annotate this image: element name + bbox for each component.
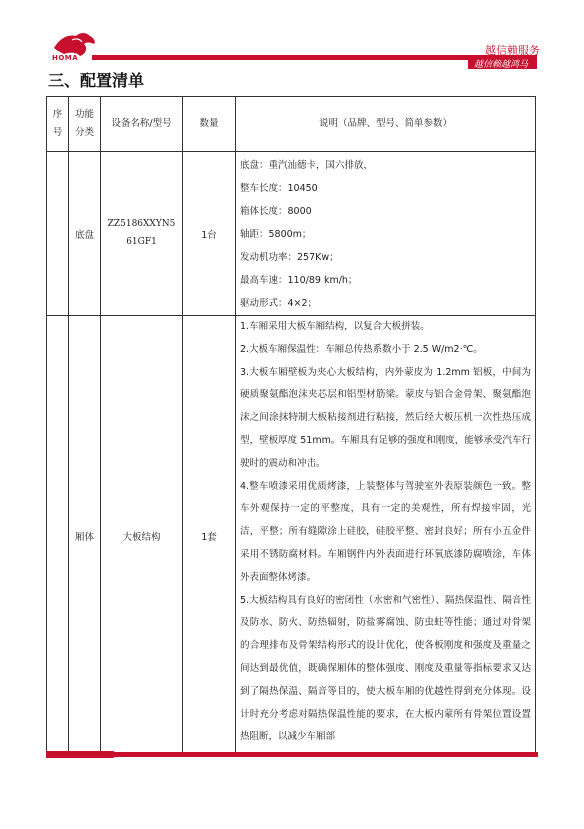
row-category: 厢体: [69, 316, 101, 756]
desc-paragraph: 5.大板结构具有良好的密闭性（水密和气密性）、隔热保温性、隔音性及防水、防火、防热辐射，防盐雾腐蚀、防虫蛀等性能；通过对骨架的合理排布及骨架结构形式的设计优化，使各板刚度和强度及重量之间达到最优值，既确保厢体的整体强度、刚度及重量等指标要求又达到了隔热保温、隔音等目的，使大板车厢的优越性得到充分体现。设计时充分考虑对隔热保温性能的要求，在大板内蒙所有骨架位置设置热阻断，以减少车厢部: [240, 594, 531, 743]
desc-paragraph: 1.车厢采用大板车厢结构，以复合大板拼装。: [240, 321, 430, 332]
desc-line: 整车长度：10450: [240, 183, 318, 194]
page-header: [0, 0, 584, 70]
header-desc: 说明（品牌、型号、简单参数）: [236, 97, 536, 152]
config-table: [46, 96, 536, 756]
desc-line: 底盘：重汽汕德卡，国六排放，: [240, 160, 374, 171]
row-index: [47, 316, 69, 756]
header-qty: 数量: [183, 97, 236, 152]
table-row: [47, 152, 536, 316]
section-title: 三、配置清单: [48, 71, 145, 90]
header-category: 功能 分类: [69, 97, 101, 152]
row-desc: [236, 152, 536, 316]
header-index: 序 号: [47, 97, 69, 152]
footer-red-tab: [46, 751, 116, 758]
row-name: 大板结构: [101, 316, 183, 756]
desc-paragraph: 3.大板车厢壁板为夹心大板结构，内外蒙皮为 1.2mm 铝板，中间为硬质聚氨酯泡沫夹芯层和铝型材筋梁。蒙皮与铝合金骨架、聚氨酯泡沫之间涂抹特制大板粘接剂进行粘接，然后经大板压机一次性热压成型，壁板厚度 51mm。车厢具有足够的强度和刚度，能够承受汽车行驶时的震动和冲击。: [240, 366, 531, 469]
header-name: 设备名称/型号: [101, 97, 183, 152]
table-row: [47, 316, 536, 756]
row-desc: [236, 316, 536, 756]
desc-line: 轴距：5800m；: [240, 229, 312, 240]
company-slogan-top: 越信赖服务: [485, 44, 540, 57]
desc-line: 驱动形式：4×2；: [240, 298, 318, 309]
desc-line: 最高车速：110/89 km/h；: [240, 275, 358, 286]
desc-paragraph: 4.整车喷漆采用优质烤漆，上装整体与驾驶室外表原装颜色一致。整车外观保持一定的平整度，具有一定的美观性，所有焊接牢固，光洁，平整；所有缝隙涂上硅胶，硅胶平整、密封良好；所有小五金件采用不锈防腐材料。车厢钢件内外表面进行环氧底漆防腐喷涂，车体外表面整体烤漆。: [240, 480, 531, 583]
desc-line: 箱体长度：8000: [240, 206, 312, 217]
row-qty: 1套: [183, 316, 236, 756]
desc-line: 发动机功率：257Kw；: [240, 252, 339, 263]
row-index: [47, 152, 69, 316]
row-category: 底盘: [69, 152, 101, 316]
footer-red-line: [46, 752, 538, 757]
row-qty: 1台: [183, 152, 236, 316]
company-slogan-band: 越信赖越鸿马: [474, 60, 529, 70]
table-header-row: [47, 97, 536, 152]
row-name: ZZ5186XXYN561GF1: [101, 152, 183, 316]
desc-paragraph: 2.大板车厢保温性：车厢总传热系数小于 2.5 W/m2·℃。: [240, 343, 483, 355]
logo-text: HOMA: [52, 54, 79, 62]
